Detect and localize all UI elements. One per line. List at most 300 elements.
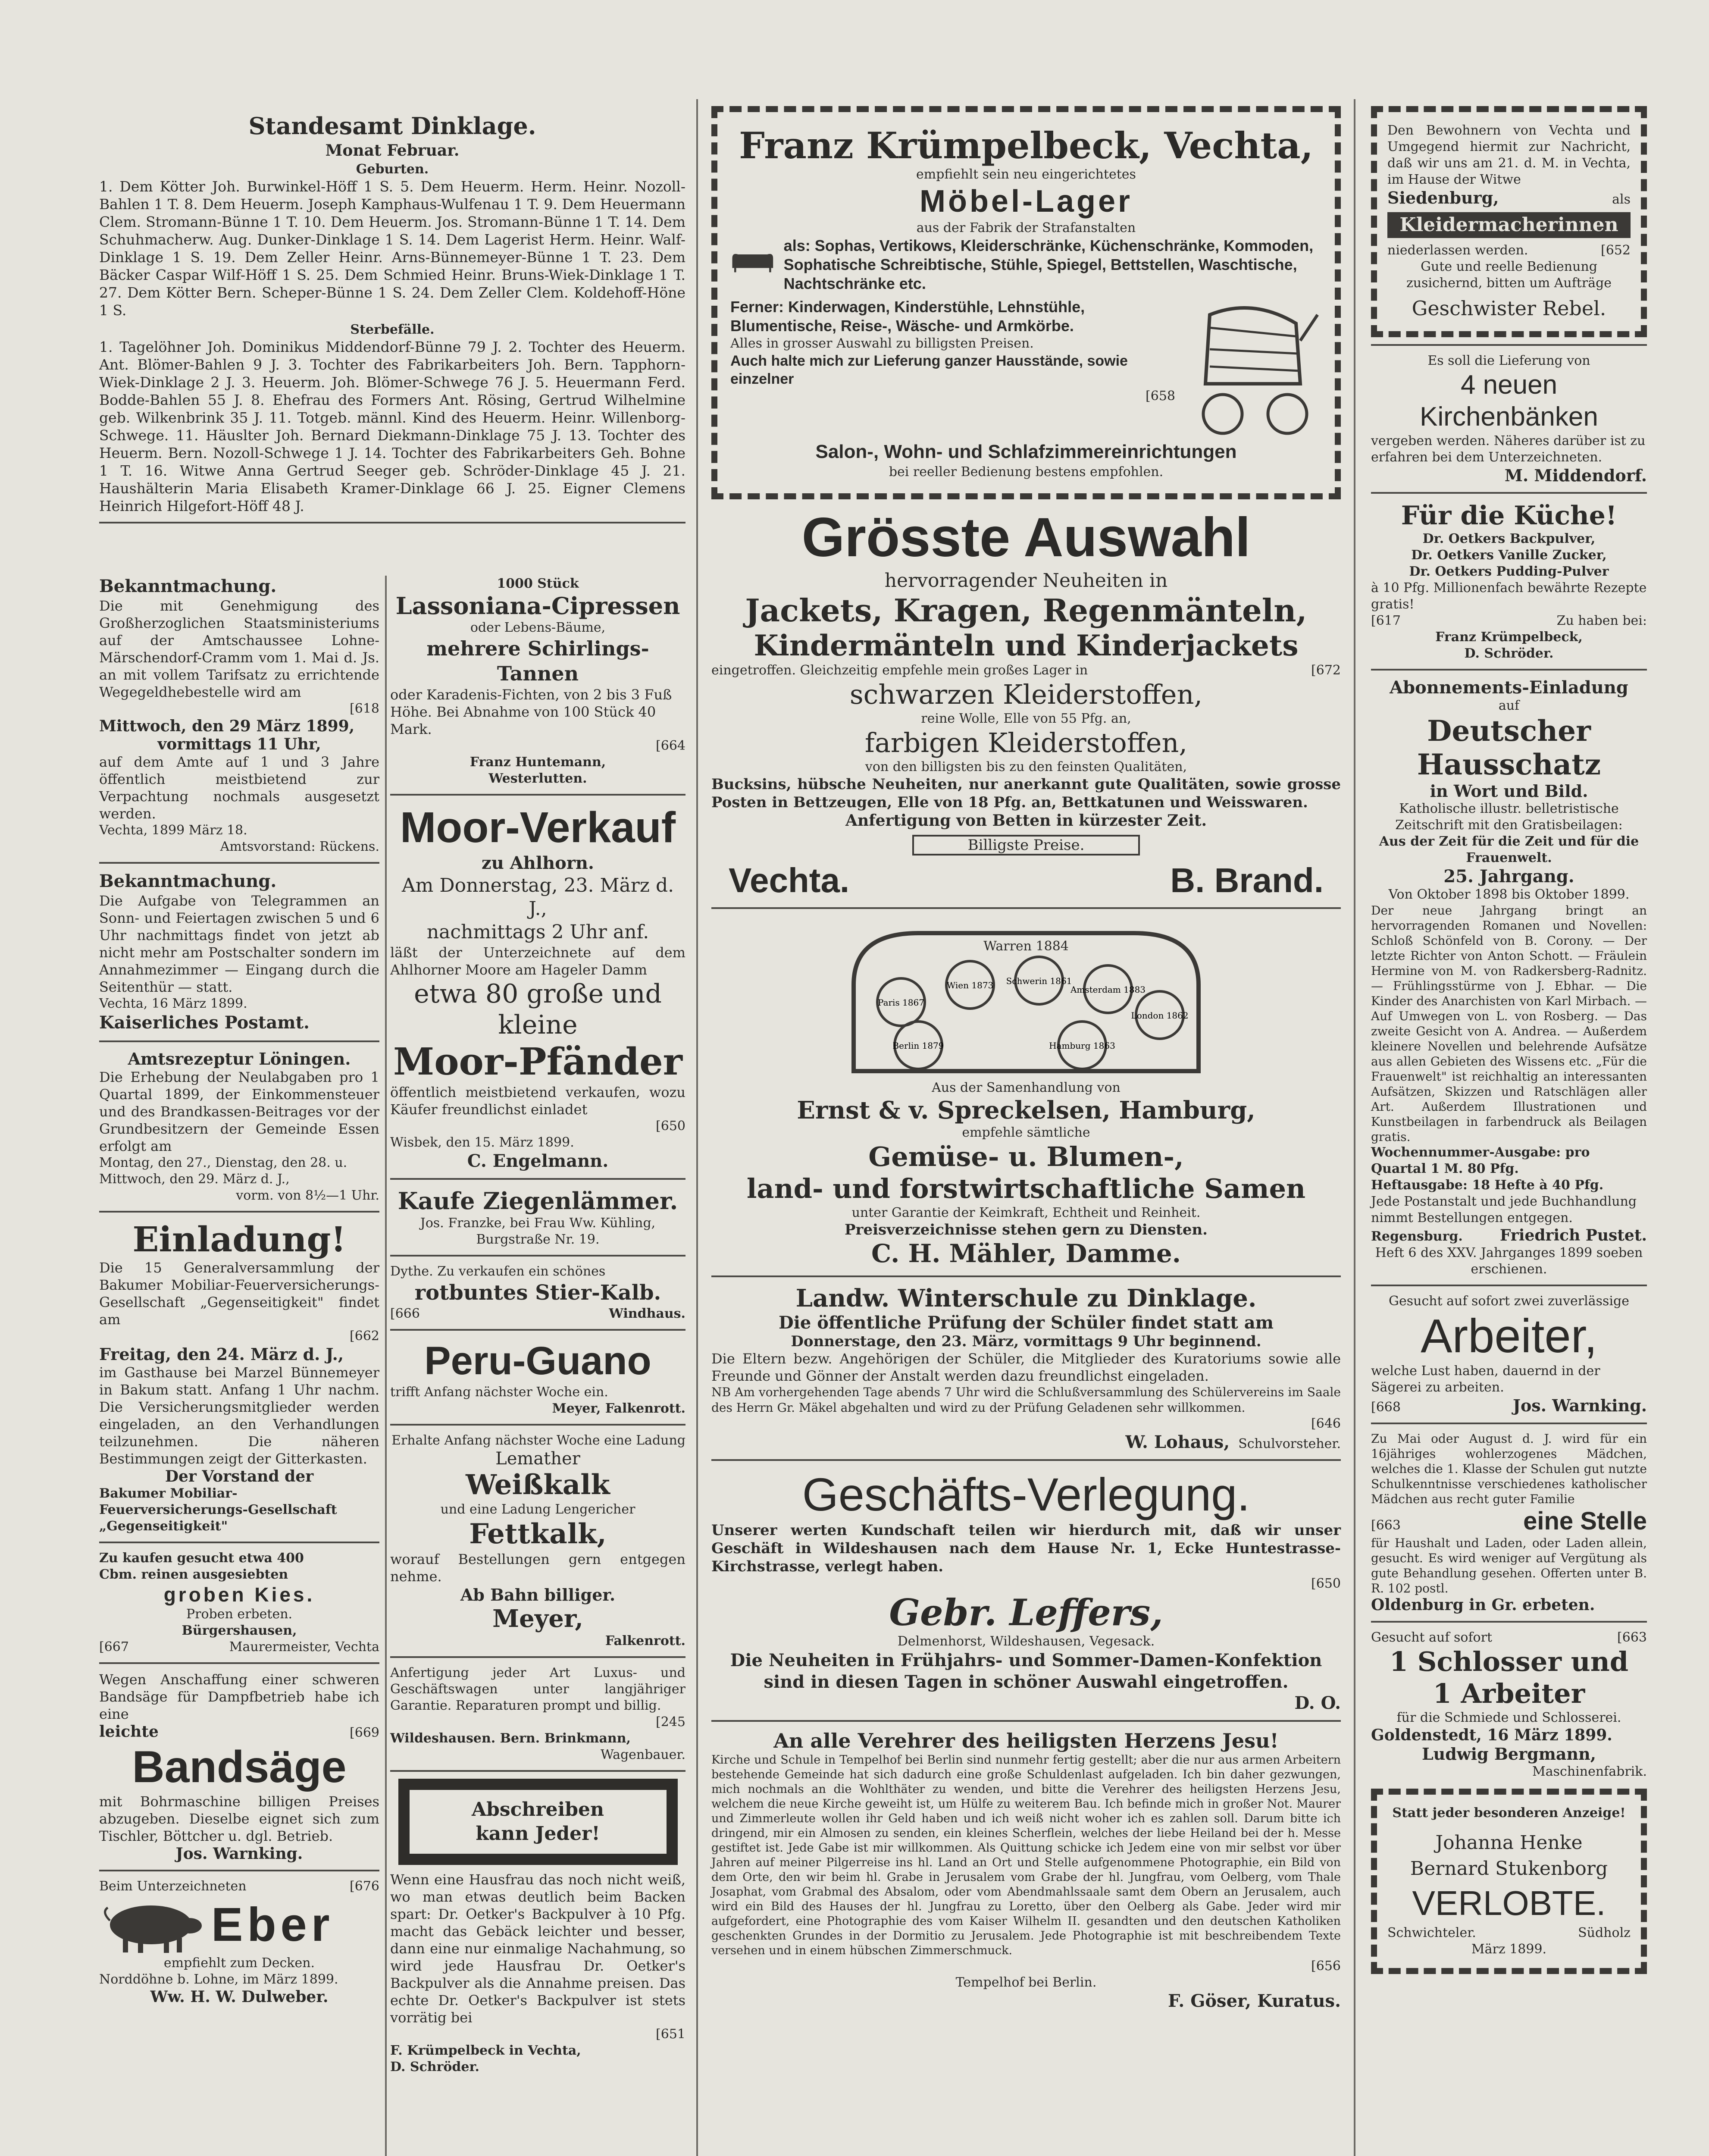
births-text: 1. Dem Kötter Joh. Burwinkel-Höff 1 S. 5. Dem Heuerm. Herm. Heinr. Nozoll-Bahlen 1 T. 8. Dem Heuerm. Joseph Kamphaus-Wulfenau 1 T. 9. Dem Heuermann Clem. Stromann-Bünne 1 T. 10. Dem Heuerm. Jos. Stromann-Bünne 1 T. 14. Dem Schuhmacherw. Aug. Dunker-Dinklage 1 S. 14. Dem Lagerist Herm. Heinr. Walf-Dinklage 1 S. 19. Dem Zeller Heinr. Arns-Bünnemeyer-Bünne 1 T. 23. Dem Bäcker Caspar Wilf-Höff 1 S. 25. Dem Schmied Heinr. Bruns-Wiek-Dinklage 1 T. 27. Dem Kötter Bern. Scheper-Bünne 1 S. 24. Dem Zeller Clem. Koldehoff-Höne 1 S. [99,178,685,319]
ad-price: Billigste Preise. [967,837,1085,854]
ad-text-2: Der neue Jahrgang bringt an hervorragenden Romanen und Novellen: Schloß Schönfeld von B. Corony. — Der letzte Richter von Anton Schott. — Fräulein Hermine von M. von Radkersberg-Radnitz. — Frühlingsstürme von J. Ebhar. — Die Kinder des Anarchisten von Karl Mirbach. — Auf Umwegen von L. von Rosberg. — Das zweite Gesicht von A. Andrea. — Außerdem kleinere Novellen und belehrende Aufsätze aus allen Gebieten des Wissens etc. „Für die Frauenwelt" ist reichhaltig an interessanten Aufsätzen, Skizzen und Ratschlägen aller Art. Außerdem Illustrationen und Kunstbeilagen in farbendruck als Beilagen gratis. [1371,903,1647,1144]
ad-signature: Friedrich Pustet. [1499,1226,1647,1244]
ad-headline-2: kann Jeder! [476,1823,600,1845]
notice-telegram [99,871,379,1034]
ad-title-box [398,1779,678,1865]
ad-place-1: Schwichteler. [1387,1925,1476,1940]
ad-signature-2: Maschinenfabrik. [1532,1764,1647,1779]
ad-stelle [1371,1431,1647,1614]
ad-weekly: Wochennummer-Ausgabe: pro Quartal 1 M. 80 Pfg. [1371,1145,1590,1176]
ad-text: Wegen Anschaffung einer schweren Bandsäge für Dampfbetrieb habe ich eine [99,1671,379,1722]
ad-text: Beim Unterzeichneten [99,1879,247,1894]
column-c [1371,103,1647,1977]
ad-text: Gesucht auf sofort zwei zuverlässige [1389,1294,1629,1309]
ad-text-2: Cbm. reinen ausgesiebten [99,1567,288,1582]
ad-signature: W. Lohaus, [1125,1432,1230,1452]
ad-line-2: Dr. Oetkers Vanille Zucker, [1411,548,1607,563]
ad-signature: Geschwister Rebel. [1412,297,1606,320]
ad-text-4: worauf Bestellungen gern entgegen nehme. [390,1551,685,1585]
notice-time: vormittags 11 Uhr, [157,735,321,753]
standesamt-section [99,112,685,530]
ad-monthly: Heftausgabe: 18 Hefte à 40 Pfg. [1371,1178,1604,1193]
ad-place-2: Südholz [1578,1925,1631,1940]
ad-verlobte [1371,1789,1647,1974]
notice-place: Vechta, 16 März 1899. [99,996,247,1011]
ad-text: Wenn eine Hausfrau das noch nicht weiß, wo man etwas deutlich beim Backen spart: Dr. Oetker's Backpulver à 10 Pfg. macht das Gebäck leichter und besser, dann eine nur einmalige Nachahmung, so wird jede Hausfrau Dr. Oetker's Backpulver als die Annahme preisen. Das echte Dr. Oetker's Backpulver ist stets vorrätig bei [390,1871,685,2026]
ad-headline: Moor-Verkauf [400,803,676,852]
ad-signature: F. Krümpelbeck in Vechta, [390,2043,581,2058]
ad-signature-2: Wagenbauer. [600,1747,685,1762]
ad-line [711,662,1341,679]
notice-text: Die mit Genehmigung des Großherzoglichen Staatsministeriums auf der Amtschaussee Lohne-Märschendorf-Cramm vom 1. Mai d. Js. an mit vollem Tarifsatz zu errichtende Wegegeldhebestelle wird am [99,598,379,700]
divider [1371,1621,1647,1623]
ad-text: Dythe. Zu verkaufen ein schönes [390,1264,606,1279]
ad-place: Oldenburg in Gr. erbeten. [1371,1596,1595,1614]
ad-headline: Peru-Guano [424,1339,651,1383]
ad-headline: Kaufe Ziegenlämmer. [398,1187,678,1215]
column-a1 [99,576,379,2011]
notice-text: Die Erhebung der Neulabgaben pro 1 Quartal 1899, der Einkommensteuer und des Brandkassen-Beitrages vor der Grundbesitzern der Gemeinde Essen erfolgt am [99,1069,379,1154]
ad-place: Goldenstedt, 16 März 1899. [1371,1726,1612,1744]
ad-signature: D. O. [1294,1693,1341,1713]
ad-number: [668 [1371,1400,1401,1415]
ad-number: [667 [99,1639,129,1655]
births-heading: Geburten. [356,162,429,177]
ad-year: 25. Jahrgang. [1443,866,1574,887]
ad-line [1371,1630,1647,1646]
ad-signature: B. Brand. [1170,861,1324,899]
ad-moor-verkauf [390,802,685,1171]
notice-title: Bekanntmachung. [99,576,277,596]
notice-place: Vechta, 1899 März 18. [99,823,247,838]
ad-name-1: Johanna Henke [1435,1832,1583,1854]
ad-headline-2: Gemüse- u. Blumen-, [868,1141,1184,1172]
ad-text: Kirche und Schule in Tempelhof bei Berlin sind nunmehr fertig gestellt; aber die nur aus armen Arbeitern bestehende Gemeinde hat sich dadurch eine große Schuldenlast aufgeladen. Ich bin daher gezwungen, mich nochmals an die Wohlthäter zu wenden, und bitte die Verehrer des heiligsten Herzens Jesu, welchem die neue Kirche geweiht ist, um Hülfe zu weiterem Bau. Ich befinde mich in großer Not. Maurer und Zimmerleute wollen ihr Geld haben und ich weiß nicht woher ich es zahlen soll. Darum bitte ich dringend, mir ein Almosen zu senden, ein kleines Scherflein, welches der liebe Heiland bei der h. Messe gestiftet ist. Jede Gabe ist mir willkommen. Als Quittung schicke ich Jedem eine von mir selbst vor über Jahren auf meiner Pilgerreise ins hl. Land an Ort und Stelle aufgenommene Photographie, ein Bild von dem Orte, den wir beim hl. Grabe in Jerusalem vom Grabe der hl. Jungfrau, vom Oelberg, vom Thale Josaphat, vom Grabmal des Absalom, oder vom Abendmahlssaale samt dem Obern an Jerusalem, auch wird ein Bild des Hauses der hl. Jungfrau zu Loretto, über den Oelberg als Gabe. Jeder wird mir aufgefordert, eine Photographie des vom Kaiser Wilhelm II. gesandten und den deutschen Katholiken geschenkten Grundes in der Dormitio zu Jerusalem. Jede Photographie ist mit beschreibendem Texte versehen und in einem hübschen Zimmerschmuck. [711,1753,1341,1957]
ad-deutscher-hausschatz [1371,677,1647,1278]
ad-also: Auch halte mich zur Lieferung ganzer Hausstände, sowie einzelner [730,353,1128,387]
ad-headline: groben Kies. [163,1583,315,1606]
ad-number: [672 [1311,663,1341,678]
ad-signature: Windhaus. [609,1306,685,1321]
ad-number: [664 [656,738,685,753]
ad-number: [656 [1311,1959,1341,1974]
ad-headline-2: etwa 80 große und kleine [414,979,662,1040]
ad-name: Siedenburg, [1387,188,1499,207]
medal-group [877,957,1189,1069]
notice-text-2: auf dem Amte auf 1 und 3 Jahre öffentlich meistbietend zur Verpachtung nochmals ausgesetzt werden. [99,754,379,822]
boar-illustration [99,1895,203,1955]
ad-address: Burgstraße Nr. 19. [476,1232,600,1247]
deaths-heading: Sterbefälle. [350,322,435,337]
ad-headline-2: Möbel-Lager [919,184,1133,219]
ad-text: Aus der Samenhandlung von [932,1080,1121,1095]
divider [99,1870,379,1871]
standesamt-title: Standesamt Dinklage. [248,112,536,140]
ad-text: Es soll die Lieferung von [1427,353,1590,368]
ad-subtext: Die öffentliche Prüfung der Schüler findet statt am [779,1313,1274,1333]
pram-illustration [1184,298,1322,440]
ad-text-2: im Gasthause bei Marzel Bünnemeyer in Bakum statt. Anfang 1 Uhr nachm. Die Versicherungsmitglieder werden eingeladen, an den Verhandlungen teilzunehmen. Die näheren Bestimmungen zeigt der Gitterkasten. [99,1364,379,1467]
medal-label: London 1862 [1131,1010,1189,1021]
ad-place-2: Wisbek, den 15. März 1899. [390,1135,574,1150]
ad-signature: Jos. Warnking. [1512,1396,1647,1415]
ad-period: Von Oktober 1898 bis Oktober 1899. [1388,887,1630,902]
ad-signature: F. Göser, Kuratus. [1168,1991,1341,2011]
ad-header [99,1878,379,1895]
ad-signature-2: D. Schröder. [1464,646,1554,661]
ad-text: Erhalte Anfang nächster Woche eine Ladung [391,1433,685,1448]
ad-headline: Bandsäge [132,1742,347,1792]
column-rule-right [1354,99,1355,2156]
ad-wagen [390,1665,685,1763]
ad-winterschule [711,1284,1341,1452]
ad-number: [617 [1371,613,1401,628]
ad-end: bei reeller Bedienung bestens empfohlen. [889,464,1164,479]
ad-line-1: Dr. Oetkers Backpulver, [1422,531,1596,546]
ad-text-2: reine Wolle, Elle von 55 Pfg. an, [921,711,1131,726]
ad-title: Einladung! [132,1219,346,1260]
notice-number: [618 [350,701,379,716]
ad-date: März 1899. [1471,1942,1547,1957]
medal-label: Schwerin 1861 [1006,976,1072,986]
ad-text: Zu Mai oder August d. J. wird für ein 16jähriges wohlerzogenes Mädchen, welches die 1. Klasse der Schulen gut nutzte Schulkenntnisse verschiedenes katholischer Mädchen aus recht guter Familie [1371,1432,1647,1506]
ad-text: 1000 Stück [497,576,579,591]
divider [1371,1285,1647,1286]
ad-headline-5: farbigen Kleiderstoffen, [864,727,1188,758]
ad-text-2: Die Neuheiten in Frühjahrs- und Sommer-Damen-Konfektion sind in diesen Tagen in schöner Auswahl eingetroffen. [730,1650,1322,1692]
divider [99,1211,379,1213]
ad-headline: Weißkalk [466,1469,610,1501]
ad-signature-2: Westerlutten. [488,771,587,786]
medals-illustration [711,916,1341,1080]
ad-number: [669 [350,1725,379,1740]
ad-cypressen [390,576,685,787]
ad-signature: Franz Huntemann, [470,755,606,770]
ad-fuer-die-kueche [1371,501,1647,662]
ad-text: Unserer werten Kundschaft teilen wir hierdurch mit, daß wir unser Geschäft in Wildeshausen nach dem Hause Nr. 1, Ecke Huntestrasse-Kirchstrasse, verlegt haben. [711,1522,1341,1575]
ad-place: Tempelhof bei Berlin. [955,1975,1097,1990]
ad-place: Norddöhne b. Lohne, im März 1899. [99,1972,338,1987]
ad-line-3: Dr. Oetkers Pudding-Pulver [1409,564,1609,579]
ad-subtext: Delmenhorst, Wildeshausen, Vegesack. [897,1634,1155,1649]
ad-headline-4: schwarzen Kleiderstoffen, [849,679,1203,710]
ad-signature: Der Vorstand der [165,1467,314,1485]
medal-label: Berlin 1879 [892,1040,944,1051]
standesamt-month: Monat Februar. [325,141,460,160]
ad-kirchenbaenke [1371,353,1647,485]
ad-text: Die 15 Generalversammlung der Bakumer Mobiliar-Feuerversicherungs-Gesellschaft „Gegenseitigkeit" findet am [99,1260,379,1328]
ad-headline-3: Moor-Pfänder [393,1040,682,1084]
ad-headline-3: Kindermänteln und Kinderjackets [754,629,1299,662]
ad-kleidermacherinnen [1371,106,1647,337]
ad-signature: M. Middendorf. [1504,466,1647,485]
ad-line [1371,1507,1647,1536]
ad-note: Heft 6 des XXV. Jahrganges 1899 soeben erschienen. [1375,1245,1643,1277]
ad-number: [651 [656,2027,685,2042]
divider [1371,669,1647,671]
ad-signature-2: Bakumer Mobiliar-Feuerversicherungs-Gesellschaft „Gegenseitigkeit" [99,1486,337,1534]
medal-top-label: Warren 1884 [983,939,1069,954]
ad-subtext: empfiehlt sein neu eingerichtetes [916,167,1136,182]
divider [390,1329,685,1331]
divider [99,1662,379,1664]
ad-text-3: Jede Postanstalt und jede Buchhandlung nimmt Bestellungen entgegen. [1371,1194,1637,1225]
ad-headline-2: mehrere Schirlings-Tannen [426,637,649,685]
ad-place: Vechta. [729,861,850,899]
ad-signature: Bürgershausen, [182,1623,297,1638]
ad-text: läßt der Unterzeichnete auf dem Ahlhorner Moore am Hageler Damm [390,944,685,978]
ad-schlosser [1371,1630,1647,1780]
ad-number: [663 [1371,1518,1401,1533]
ad-subtext: hervorragender Neuheiten in [884,570,1168,592]
ad-herz-jesu [711,1729,1341,2011]
ad-signature-2: Schulvorsteher. [1238,1436,1341,1451]
divider [1371,344,1647,346]
ad-bonus: Aus der Zeit für die Zeit und für die Frauenwelt. [1379,834,1639,865]
notice-text: Die Aufgabe von Telegrammen an Sonn- und Feiertagen zwischen 5 und 6 Uhr nachmittags findet von jetzt ab nicht mehr am Postschalter sondern im Annahmezimmer — Eingang durch die Seitenthür — statt. [99,893,379,995]
ad-ziegen [390,1187,685,1248]
ad-text: Jos. Franzke, bei Frau Ww. Kühling, [420,1216,656,1231]
ad-footer [1371,1226,1647,1245]
ad-list-row [730,236,1322,293]
divider [99,1040,379,1042]
sofa-illustration [730,236,775,288]
ad-headline: Grösste Auswahl [801,507,1251,568]
ad-text: Anfertigung jeder Art Luxus- und Geschäftswagen unter langjähriger Garantie. Reparaturen prompt und billig. [390,1665,685,1713]
ad-signature-2: Maurermeister, Vechta [229,1639,379,1655]
ad-text-2: öffentlich meistbietend verkaufen, wozu Käufer freundlichst einladet [390,1084,685,1118]
divider [390,1178,685,1180]
medal-label: Amsterdam 1883 [1070,984,1146,995]
ad-signature: Wildeshausen. Bern. Brinkmann, [390,1731,631,1746]
ad-headline: Deutscher Hausschatz [1417,714,1601,781]
ad-more: Ferner: Kinderwagen, Kinderstühle, Lehnstühle, Blumentische, Reise-, Wäsche- und Armkörbe. [730,298,1085,335]
column-a2 [390,576,685,2081]
ad-image-row [99,1895,379,1955]
divider [711,907,1341,909]
ad-headline: Franz Krümpelbeck, Vechta, [739,124,1313,167]
ad-text-3: Proben erbeten. [186,1607,293,1622]
ad-headline: Geschäfts-Verlegung. [802,1468,1250,1520]
ad-date: Am Donnerstag, 23. März d. J., [401,874,674,920]
ad-headline: Ernst & v. Spreckelsen, Hamburg, [797,1096,1255,1125]
ad-headline: 4 neuen Kirchenbänken [1420,370,1598,432]
ad-headline: Landw. Winterschule zu Dinklage. [795,1284,1257,1313]
divider [99,1542,379,1543]
ad-line [1371,613,1647,629]
ad-head: Abonnements-Einladung [1390,677,1628,698]
notice-date-1: Montag, den 27., Dienstag, den 28. u. [99,1155,347,1170]
ad-subtext: in Wort und Bild. [1430,781,1588,801]
divider [390,794,685,796]
ad-footer [99,1639,379,1655]
ad-kalk [390,1432,685,1649]
ad-number: [662 [350,1329,379,1344]
ad-signature: C. Engelmann. [467,1151,609,1171]
ad-more-row [730,298,1322,440]
ad-text: Die Eltern bezw. Angehörigen der Schüler, die Mitglieder des Kuratoriums sowie alle Freunde und Gönner der Anstalt werden dazu freundlichst eingeladen. [711,1351,1341,1384]
ad-text: eingetroffen. Gleichzeitig empfehle mein großes Lager in [711,663,1088,678]
ad-headline-2: Jackets, Kragen, Regenmänteln, [745,592,1307,629]
notice-title: Amtsrezeptur Löningen. [128,1049,351,1069]
ad-headline: Arbeiter, [1421,1310,1597,1363]
ad-text-2: vergeben werden. Näheres darüber ist zu erfahren bei dem Unterzeichneten. [1371,433,1646,465]
ad-date: Donnerstage, den 23. März, vormittags 9 Uhr beginnend. [791,1333,1261,1350]
deaths-text: 1. Tagelöhner Joh. Dominikus Middendorf-Bünne 79 J. 2. Tochter des Heuerm. Ant. Blömer-Bahlen 9 J. 3. Tochter des Fabrikarbeiters Joh. Bern. Tapphorn-Wiek-Dinklage 2 J. 3. Heuerm. Joh. Blömer-Schwege 76 J. 5. Heuermann Ferd. Bodde-Bahlen 55 J. 8. Ehefrau des Formers Ant. Rösing, Gertrud Wilhelmine geb. Wilkenbrink 35 J. 11. Totgeb. männl. Kind des Heuerm. Heinr. Willenborg-Schwege. 11. Häuslter Joh. Bernard Diekmann-Dinklage 75 J. 13. Tochter des Heuerm. Bern. Nozoll-Schwege 1 J. 14. Tochter des Fabrikarbeiters Geh. Bohne 1 T. 16. Witwe Anna Gertrud Seeger geb. Schröder-Dinklage 45 J. 21. Haushälterin Maria Elisabeth Kramer-Dinklage 66 J. 25. Eigner Clemens Heinrich Hilgefort-Höff 48 J. [99,338,685,514]
ad-footer [1371,1396,1647,1416]
ad-auf: auf [1498,698,1520,713]
ad-number: [666 [390,1306,420,1321]
ad-spreckelsen [711,916,1341,1269]
ad-headline: Abschreiben [471,1799,604,1821]
ad-line [1387,242,1631,259]
divider [711,1720,1341,1722]
ad-signature-2: Falkenrott. [605,1633,685,1648]
ad-bandsaege [99,1671,379,1863]
ad-from: aus der Fabrik der Strafanstalten [916,220,1136,235]
divider [390,1255,685,1257]
ad-text-2: Zu haben bei: [1556,613,1647,628]
ad-signature: Franz Krümpelbeck, [1435,630,1583,645]
ad-eber [99,1878,379,2006]
notice-signature: Amtsvorstand: Rückens. [220,839,379,854]
ad-text-5: Ab Bahn billiger. [460,1585,616,1604]
ad-text-2: mit Bohrmaschine billigen Preises abzugeben. Dieselbe eignet sich zum Tischler, Böttcher u. dgl. Betrieb. [99,1793,379,1844]
ad-text: Katholische illustr. belletristische Zeitschrift mit den Gratisbeilagen: [1395,801,1623,833]
ad-signature-2: D. Schröder. [390,2059,479,2075]
divider [1371,1423,1647,1424]
ad-oetker-abschreiben [390,1779,685,2075]
ad-text-2: Lemather [495,1449,580,1469]
column-rule-left [696,99,698,2156]
ad-headline: 1 Schlosser und [1389,1646,1629,1677]
ad-subline [99,1723,379,1741]
ad-list: als: Sophas, Vertikows, Kleiderschränke, Küchenschränke, Kommoden, Sophatische Schreibtische, Stühle, Spiegel, Bettstellen, Waschtische, Nachtschränke etc. [783,237,1314,292]
ad-headline: eine Stelle [1523,1507,1647,1535]
ad-headline: VERLOBTE. [1412,1884,1606,1922]
ad-headline: rotbuntes Stier-Kalb. [414,1281,661,1305]
ad-text-2: oder Karadenis-Fichten, von 2 bis 3 Fuß Höhe. Bei Abnahme von 100 Stück 40 Mark. [390,686,672,737]
divider [1371,492,1647,494]
ad-number: [650 [656,1119,685,1134]
ad-kies [99,1550,379,1655]
ad-text-3: Gute und reelle Bedienung zusichernd, bitten um Aufträge [1406,259,1612,291]
notice-signature: Kaiserliches Postamt. [99,1012,310,1033]
divider [99,862,379,864]
notice-date-2: Mittwoch, den 29. März d. J., [99,1172,290,1187]
ad-text-5: Anfertigung von Betten in kürzester Zeit. [845,812,1207,830]
ad-headline-2: Gebr. Leffers, [889,1591,1163,1634]
ad-headline: Eber [211,1898,334,1951]
ad-price: Alles in grosser Auswahl zu billigsten Preisen. [730,336,1034,351]
ad-text-2: welche Lust haben, dauernd in der Sägerei zu arbeiten. [1371,1363,1600,1395]
ad-number: [646 [1311,1416,1341,1431]
ad-text: Den Bewohnern von Vechta und Umgegend hiermit zur Nachricht, daß wir uns am 21. d. M. in Vechta, im Hause der Witwe [1387,123,1631,187]
ad-stier-kalb [390,1263,685,1322]
ad-place: Regensburg. [1371,1229,1463,1244]
ad-footer [390,1306,685,1322]
ad-places [1387,1925,1631,1941]
notice-title: Bekanntmachung. [99,871,277,891]
ad-number: [652 [1601,243,1631,258]
ad-text-2: empfiehlt zum Decken. [163,1955,315,1971]
ad-headline-2: 1 Arbeiter [1433,1678,1585,1709]
medal-label: Wien 1873 [946,980,994,990]
ad-text-2: niederlassen werden. [1387,243,1528,258]
ad-kruempelbeck-moebel [711,106,1341,499]
ad-text-3: und eine Ladung Lengericher [440,1502,635,1517]
ad-peru-guano [390,1338,685,1417]
ad-footer [711,1432,1341,1452]
ad-text-3: Preisverzeichnisse stehen gern zu Diensten. [844,1221,1208,1238]
ad-text-2: für die Schmiede und Schlosserei. [1396,1710,1621,1725]
divider [99,522,685,523]
ad-signature: Meyer, [492,1604,583,1633]
ad-arbeiter [1371,1293,1647,1416]
ad-number: [676 [350,1879,379,1894]
ad-note: NB Am vorhergehenden Tage abends 7 Uhr wird die Schlußversammlung des Schülervereins im Saale des Herrn Gr. Mäkel abgehalten und wird zu der Prüfung Geladenen sehr willkommen. [711,1385,1341,1415]
ad-text-2: für Haushalt und Laden, oder Laden allein, gesucht. Es wird weniger auf Vergütung als gute Behandlung gesehen. Offerten unter B. R. 102 postl. [1371,1536,1647,1595]
ad-time: nachmittags 2 Uhr anf. [426,921,649,943]
ad-more-block [730,298,1175,440]
ad-headline: Für die Küche! [1401,501,1617,531]
subcolumn-rule [385,576,387,2156]
price-box [912,835,1140,856]
ad-text: à 10 Pfg. Millionenfach bewährte Rezepte gratis! [1371,580,1647,612]
ad-subtext: empfehle sämtliche [962,1125,1090,1140]
ad-place: zu Ahlhorn. [482,853,594,873]
notice-time: vorm. von 8½—1 Uhr. [236,1188,379,1203]
ad-signature: Ww. H. W. Dulweber. [150,1988,329,2006]
ad-number: [658 [1146,389,1175,404]
ad-small-headline: leichte [99,1723,159,1741]
ad-number: [650 [1311,1576,1341,1591]
ad-brand [711,506,1341,900]
ad-signature: Ludwig Bergmann, [1421,1744,1596,1764]
column-b [711,103,1341,2016]
ad-headline-2: Fettkalk, [469,1518,607,1550]
ad-als: als [1612,192,1631,207]
ad-headline: Kleidermacherinnen [1387,212,1631,238]
divider [711,1275,1341,1277]
ad-leffers [711,1468,1341,1713]
ad-text-4: Bucksins, hübsche Neuheiten, nur anerkannt gute Qualitäten, sowie grosse Posten in Bettzeugen, Elle von 18 Pfg. an, Bettkatunen und Weisswaren. [711,776,1341,811]
ad-number: [663 [1617,1630,1647,1645]
ad-date: Freitag, den 24. März d. J., [99,1344,344,1364]
ad-signature: C. H. Mähler, Damme. [871,1239,1181,1268]
ad-headline-3: land- und forstwirtschaftliche Samen [746,1173,1306,1204]
ad-footer [711,861,1341,900]
divider [390,1656,685,1658]
ad-headline: An alle Verehrer des heiligsten Herzens Jesu! [773,1729,1279,1752]
ad-name-row [1387,188,1631,208]
ad-text: Zu kaufen gesucht etwa 400 [99,1551,304,1566]
medal-label: Paris 1867 [878,997,924,1008]
ad-text: Gesucht auf sofort [1371,1630,1493,1645]
ad-name-2: Bernard Stukenborg [1410,1858,1608,1880]
ad-number: [245 [656,1714,685,1730]
ad-signature: Meyer, Falkenrott. [552,1401,685,1416]
ad-headline: Lassoniana-Cipressen [395,592,680,620]
medal-label: Hamburg 1863 [1049,1040,1115,1051]
notice-wegegeld [99,576,379,855]
ad-text: trifft Anfang nächster Woche ein. [390,1385,608,1400]
ad-text-3: von den billigsten bis zu den feinsten Qualitäten, [865,759,1187,774]
notice-amtsrezeptur [99,1049,379,1204]
ad-head: Statt jeder besonderen Anzeige! [1392,1805,1626,1821]
divider [711,1459,1341,1461]
ad-signature: Jos. Warnking. [175,1845,303,1863]
